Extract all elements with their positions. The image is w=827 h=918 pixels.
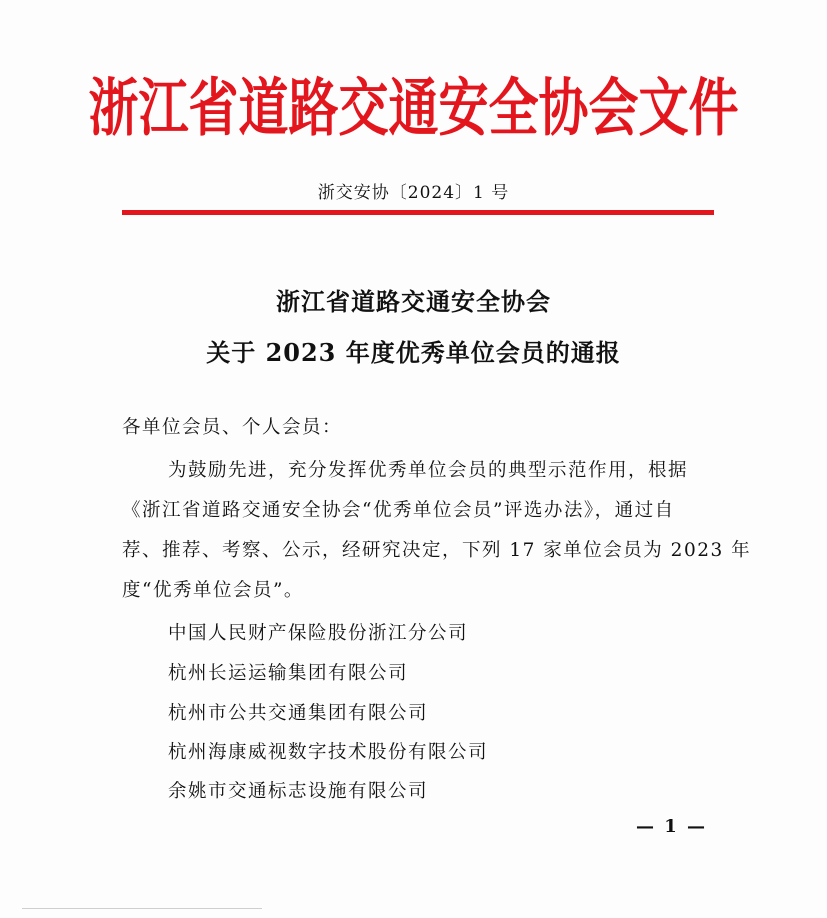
document-number: 浙交安协〔2024〕1 号 bbox=[317, 183, 510, 203]
company-list-item: 杭州长运运输集团有限公司 bbox=[168, 663, 409, 684]
salutation: 各单位会员、个人会员： bbox=[122, 417, 343, 438]
body-line-2: 《浙江省道路交通安全协会“优秀单位会员”评选办法》，通过自 bbox=[122, 500, 675, 521]
body-line-4: 度“优秀单位会员”。 bbox=[122, 580, 304, 601]
red-separator-line bbox=[122, 210, 714, 215]
company-list-item: 杭州海康威视数字技术股份有限公司 bbox=[168, 742, 489, 763]
company-list-item: 中国人民财产保险股份浙江分公司 bbox=[168, 623, 469, 644]
company-list-item: 杭州市公共交通集团有限公司 bbox=[168, 703, 429, 724]
body-line-1: 为鼓励先进，充分发挥优秀单位会员的典型示范作用，根据 bbox=[168, 460, 689, 481]
body-line-3: 荐、推荐、考察、公示，经研究决定，下列 17 家单位会员为 2023 年 bbox=[122, 540, 752, 561]
notice-title-line-1: 浙江省道路交通安全协会 bbox=[276, 287, 551, 316]
scan-edge-line bbox=[22, 908, 262, 909]
issuing-organization-title: 浙江省道路交通安全协会文件 bbox=[88, 71, 739, 145]
page-number: — 1 — bbox=[636, 816, 708, 837]
notice-title-line-2: 关于 2023 年度优秀单位会员的通报 bbox=[206, 338, 621, 367]
company-list-item: 余姚市交通标志设施有限公司 bbox=[168, 781, 429, 802]
